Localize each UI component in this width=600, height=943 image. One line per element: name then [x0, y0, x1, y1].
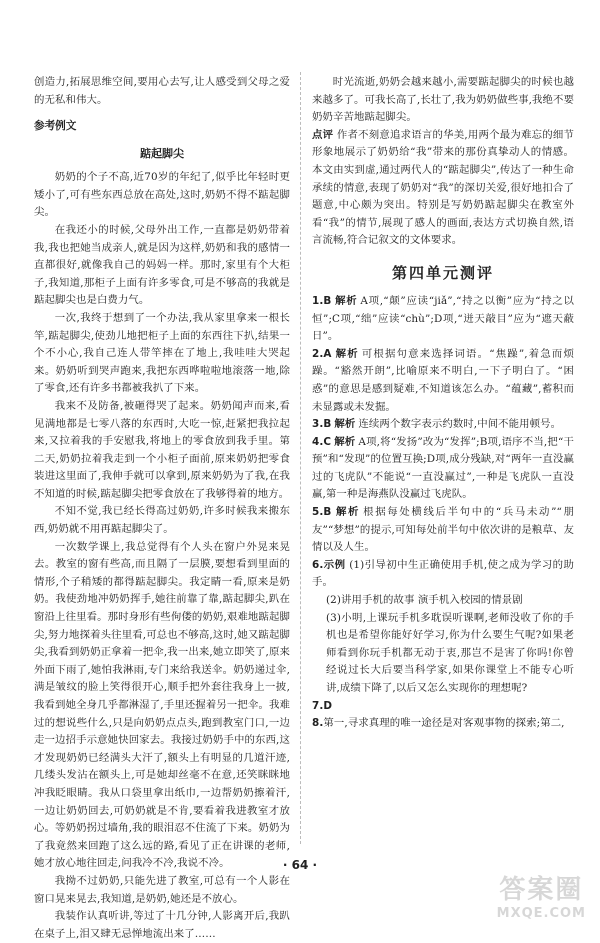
page-number: · 64 · — [282, 858, 318, 872]
right-column — [312, 74, 574, 733]
answer-item — [312, 557, 574, 592]
analysis-text: 可根据句意来选择词语。“焦躁”,着急而烦躁。“豁然开朗”,比喻原来不明白,一下子明白了。“困惑”的意思是感到疑难,不知道该怎么办。“蕴藏”,蓄积而未显露或未发掘。 — [312, 347, 574, 413]
column-divider — [300, 72, 301, 844]
example-label: 示例 — [323, 558, 346, 571]
analysis-label: 解析 — [334, 294, 358, 307]
analysis-label: 解析 — [334, 347, 359, 360]
answer-number: 4. — [312, 435, 324, 448]
sample-essay-label: 参考例文 — [34, 120, 77, 133]
answer-number: 6. — [312, 558, 324, 571]
answer-item — [312, 416, 574, 434]
left-column — [34, 74, 290, 943]
answer-text: 第一,寻求真理的唯一途径是对客观事物的探索;第二, — [323, 717, 565, 730]
analysis-label: 解析 — [334, 435, 356, 448]
answer-choice: B — [323, 418, 332, 431]
watermark-text: 答案圈 — [499, 875, 584, 905]
watermark-url: MXQE.COM — [496, 906, 586, 921]
essay-paragraph: 时光流逝,奶奶会越来越小,需要踮起脚尖的时候也越来越多了。可我长高了,长壮了,我为奶奶做些事,我绝不要奶奶辛苦地踮起脚尖。 — [312, 76, 574, 124]
answer-number: 1. — [312, 294, 324, 307]
answer-choice: B — [323, 506, 332, 519]
answer-part: (1)引导初中生正确使用手机,使之成为学习的助手。 — [312, 558, 575, 589]
answer-number: 5. — [312, 506, 324, 519]
comment-text: 作者不刻意追求语言的华美,用两个最为难忘的细节形象地展示了奶奶给“我”带来的那份真挚动人的情感。本文由实到虚,通过两代人的“踮起脚尖”,传达了一种生命承续的情意,表现了奶奶对“我”的深切关爱,很好地扣合了题意,中心颇为突出。特别是写奶奶踮起脚尖在教室外看“我”的情节,展现了感人的画面,表达方式切换自然,语言流畅,符合记叙文的文体要求。 — [312, 128, 575, 247]
essay-paragraph: 奶奶的个子不高,近70岁的年纪了,似乎比年轻时更矮小了,可有些东西总放在高处,这时,奶奶不得不踮起脚尖。 — [34, 171, 290, 219]
comment-label: 点评 — [312, 128, 334, 141]
answer-number: 7. — [312, 699, 324, 712]
answer-choice: D — [323, 699, 333, 712]
analysis-label: 解析 — [334, 418, 356, 431]
answer-item — [312, 698, 574, 716]
answer-number: 2. — [312, 347, 324, 360]
essay-paragraph: 在我还小的时候,父母外出工作,一直都是奶奶带着我,我也把她当成亲人,就是因为这样,奶奶和我的感情一直都很好,就像我自己的妈妈一样。那时,家里有个大柜子,我知道,那柜子上面有许多零食,可是不够高的我就是踮起脚尖也是白费力气。 — [34, 223, 290, 307]
answer-choice: C — [323, 435, 332, 448]
analysis-label: 解析 — [334, 506, 361, 519]
answer-part: (3)小明,上课玩手机多耽误听课啊,老师没收了你的手机也是希望你能好好学习,你为什么要生气呢?如果老师看到你玩手机都无动于衷,那岂不是害了你吗!你曾经说过长大后要当科学家,如果你课堂上不能专心听讲,成绩下降了,以后又怎么实现你的理想呢? — [326, 611, 574, 694]
watermark-logo — [497, 869, 586, 921]
essay-paragraph: 我来不及防备,被砸得哭了起来。奶奶闻声而来,看见满地都是七零八落的东西时,大吃一惊,赶紧把我拉起来,又拉着我的手安慰我,将地上的零食放到我手里。第二天,奶奶拉着我走到一个小柜子面前,原来奶奶把零食装进这里面了,我伸手就可以拿到,原来奶奶为了我,在我不知道的时候,踮起脚尖把零食放在了我够得着的地方。 — [34, 399, 290, 500]
answer-item — [312, 715, 574, 733]
answer-part: (2)讲用手机的故事 演手机入校园的情景剧 — [326, 594, 523, 607]
analysis-text: 连续两个数字表示约数时,中间不能用顿号。 — [358, 418, 562, 431]
analysis-text: A项,“颠”应读“jiǎ”,“持之以衡”应为“持之以恒”;C项,“绌”应读“chù”;D项,“迸天敲目”应为“遮天蔽日”。 — [312, 294, 574, 343]
essay-paragraph: 一次数学课上,我总觉得有个人头在窗户外晃来晃去。教室的窗有些高,而且隔了一层膜,要想看到里面的情形,个子稍矮的都得踮起脚尖。我定睛一看,原来是奶奶。我使劲地冲奶奶挥手,她往前靠了靠,踮起脚尖,趴在窗沿上往里看。那时身形有些佝偻的奶奶,艰难地踮起脚尖,努力地探着头往里看,可总也不够高,这时,她又踮起脚尖,我看到奶奶正拿着一把伞,我一出来,她立即笑了,原来外面下雨了,她怕我淋雨,专门来给我送伞。奶奶递过伞,满是皱纹的脸上笑得很开心,顺手把外套往我身上一披,我看到她全身几乎都淋湿了,手里还握着另一把伞。我难过的想说些什么,只是向奶奶点点头,跑到教室门口,一边走一边招手示意她快回家去。我接过奶奶手中的东西,这才发现奶奶已经满头大汗了,额头上有明显的几道汗迹,几缕头发沾在额头上,可是她却丝毫不在意,还笑眯眯地冲我眨眼睛。我从口袋里拿出纸巾,一边帮奶奶擦着汗,一边让奶奶回去,可奶奶就是不肯,要看着我进教室才放心。等奶奶拐过墙角,我的眼泪忍不住流了下来。奶奶为了我竟然来回跑了这么远的路,看见了正在讲课的老师,她才放心地往回走,问我冷不冷,我说不冷。 — [34, 540, 290, 870]
essay-paragraph: 我拗不过奶奶,只能先进了教室,可总有一个人影在窗口晃来晃去,我知道,是奶奶,她还是不放心。 — [34, 874, 290, 905]
analysis-text: A项,将“发扬”改为“发挥”;B项,语序不当,把“干预”和“发现”的位置互换;D项,成分残缺,对“两年一直没赢过的飞虎队”不能说“一直没赢过”,一种是飞虎队一直没赢,第一种是海燕队没赢过飞虎队。 — [312, 435, 574, 501]
answer-number: 8. — [312, 717, 324, 730]
intro-text: 创造力,拓展思维空间,要用心去写,让人感受到父母之爱的无私和伟大。 — [34, 76, 290, 106]
answer-number: 3. — [312, 418, 324, 431]
essay-paragraph: 我装作认真听讲,等过了十几分钟,人影离开后,我趴在桌子上,泪又肆无忌惮地流出来了…… — [34, 910, 290, 940]
essay-title: 踮起脚尖 — [140, 147, 184, 161]
section-title: 第四单元测评 — [391, 263, 494, 282]
essay-paragraph: 不知不觉,我已经长得高过奶奶,许多时候我来搬东西,奶奶就不用再踮起脚尖了。 — [34, 505, 290, 536]
answer-item — [312, 346, 574, 416]
answer-item — [312, 434, 574, 504]
answer-item — [312, 293, 574, 346]
comment-block — [312, 127, 574, 250]
analysis-text: 根据每处横线后半句中的“兵马未动”“朋友”“梦想”的提示,可知每处前半句中依次讲的是粮草、友情以及人生。 — [312, 506, 574, 554]
answer-choice: A — [323, 347, 332, 360]
answer-choice: B — [323, 294, 332, 307]
essay-paragraph: 一次,我终于想到了一个办法,我从家里拿来一根长竿,踮起脚尖,使劲儿地把柜子上面的东西往下扒,结果一个不小心,我自己连人带竿摔在了地上,我哇哇大哭起来。奶奶听到哭声跑来,我把东西哗啦啦地滚落一地,除了零食,还有许多书都被我扒了下来。 — [34, 311, 290, 395]
answer-item — [312, 504, 574, 557]
